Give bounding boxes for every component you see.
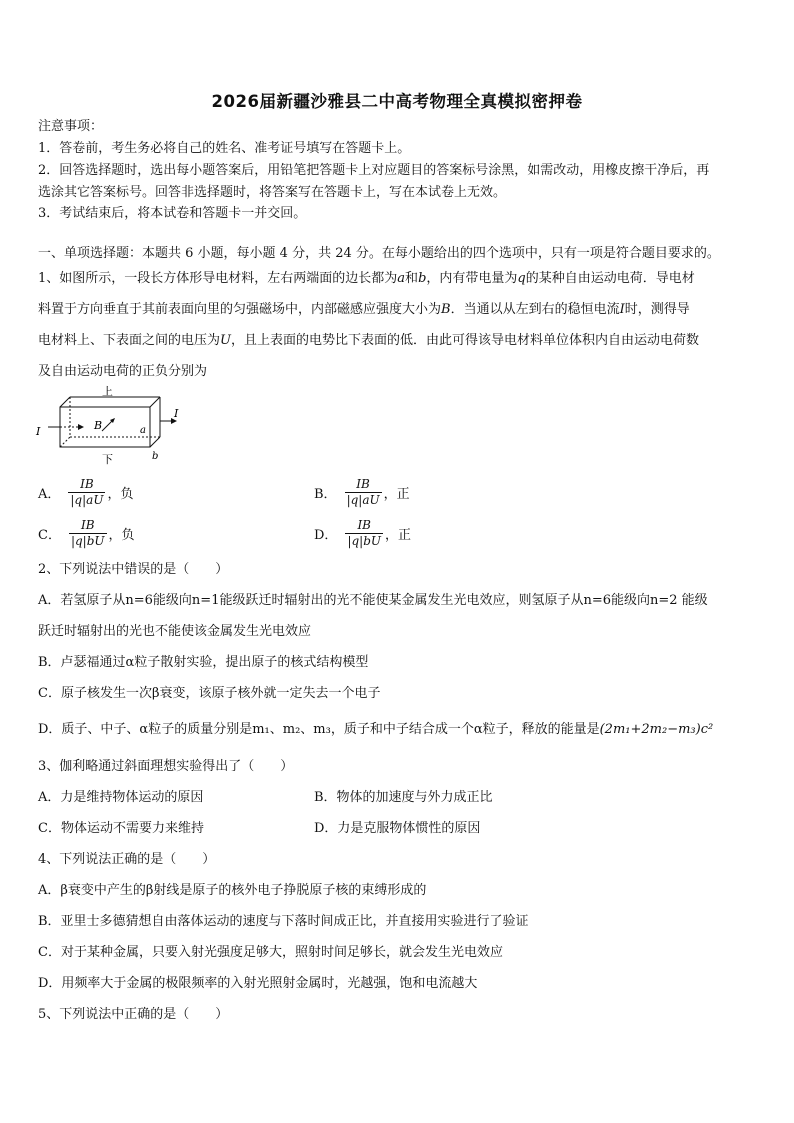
option-label: C． — [38, 527, 61, 543]
fig-label-left-current: I — [36, 425, 41, 438]
option-sign: ，正 — [383, 486, 410, 502]
option-label: B． — [314, 486, 337, 502]
note-item: 1．答卷前，考生务必将自己的姓名、准考证号填写在答题卡上。 — [38, 141, 411, 156]
q3-option-c[interactable]: C．物体运动不需要力来维持 — [38, 821, 204, 836]
q4-option-b[interactable]: B．亚里士多德猜想自由落体运动的速度与下落时间成正比，并直接用实验进行了验证 — [38, 914, 529, 929]
var-q: q — [517, 271, 526, 286]
option-sign: ，正 — [385, 527, 412, 543]
option-sign: ，负 — [108, 527, 135, 543]
q1-text: ．当通以从左到右的稳恒电流 — [450, 302, 620, 317]
fig-label-a: a — [140, 425, 146, 436]
fig-label-B: B — [94, 419, 103, 432]
option-label: A． — [38, 486, 61, 502]
q1-stem-line: 及自由运动电荷的正负分别为 — [38, 364, 208, 379]
q1-stem-line — [38, 301, 690, 319]
q1-option-a[interactable] — [38, 472, 133, 512]
q1-stem-line — [38, 270, 695, 288]
q1-stem-line — [38, 332, 699, 350]
binding-energy-formula: (2m₁+2m₂−m₃)c² — [599, 722, 714, 737]
q4-stem: 4、下列说法正确的是（ ） — [38, 852, 216, 867]
var-B: B — [441, 302, 451, 317]
notes-heading: 注意事项： — [38, 119, 104, 134]
option-label: D． — [314, 527, 338, 543]
var-a: a — [397, 271, 406, 286]
q1-text: 1、如图所示，一段长方体形导电材料，左右两端面的边长都为 — [38, 271, 398, 286]
q1-text: 和 — [405, 271, 419, 286]
q2-stem: 2、下列说法中错误的是（ ） — [38, 562, 229, 577]
q3-stem: 3、伽利略通过斜面理想实验得出了（ ） — [38, 759, 294, 774]
q1-option-b[interactable] — [314, 472, 410, 512]
option-fraction: $\frac{IB}{|q|aU}$ — [70, 476, 104, 507]
var-U: U — [220, 333, 231, 348]
q3-option-d[interactable]: D．力是克服物体惯性的原因 — [314, 821, 481, 836]
option-fraction: $\frac{IB}{|q|aU}$ — [346, 476, 380, 507]
q2-option-b[interactable]: B．卢瑟福通过α粒子散射实验，提出原子的核式结构模型 — [38, 655, 369, 670]
q1-option-d[interactable] — [314, 513, 411, 553]
q1-text: ，内有带电量为 — [426, 271, 518, 286]
q1-option-c[interactable] — [38, 513, 135, 553]
option-fraction: $\frac{IB}{|q|bU}$ — [347, 517, 381, 548]
q5-stem: 5、下列说法中正确的是（ ） — [38, 1007, 229, 1022]
q3-option-a[interactable]: A．力是维持物体运动的原因 — [38, 790, 204, 805]
q1-text: 电材料上、下表面之间的电压为 — [38, 333, 221, 348]
note-item: 选涂其它答案标号。回答非选择题时，将答案写在答题卡上，写在本试卷上无效。 — [38, 185, 507, 200]
q4-option-a[interactable]: A．β衰变中产生的β射线是原子的核外电子挣脱原子核的束缚形成的 — [38, 883, 427, 898]
q2-option-d[interactable] — [38, 721, 713, 739]
q1-text: 的某种自由运动电荷．导电材 — [525, 271, 695, 286]
var-I: I — [619, 302, 625, 317]
var-b: b — [418, 271, 427, 286]
q3-option-b[interactable]: B．物体的加速度与外力成正比 — [314, 790, 493, 805]
option-fraction: $\frac{IB}{|q|bU}$ — [70, 517, 105, 548]
option-sign: ，负 — [107, 486, 134, 502]
fig-label-right-current: I — [174, 407, 179, 420]
fig-label-bottom: 下 — [102, 453, 113, 466]
note-item: 2．回答选择题时，选出每小题答案后，用铅笔把答题卡上对应题目的答案标号涂黑，如需改动，用橡皮擦干净后，再 — [38, 163, 710, 178]
section-heading: 一、单项选择题：本题共 6 小题，每小题 4 分，共 24 分。在每小题给出的四个选项中，只有一项是符合题目要求的。 — [38, 246, 720, 261]
note-item: 3．考试结束后，将本试卷和答题卡一并交回。 — [38, 206, 307, 221]
q4-option-c[interactable]: C．对于某种金属，只要入射光强度足够大，照射时间足够长，就会发生光电效应 — [38, 945, 503, 960]
q2-option-a[interactable]: A．若氢原子从n=6能级向n=1能级跃迁时辐射出的光不能使某金属发生光电效应，则氢原子从n=6能级向n=2 能级 — [38, 593, 708, 608]
q2-option-d-text: D．质子、中子、α粒子的质量分别是m₁、m₂、m₃，质子和中子结合成一个α粒子，释放的能量是 — [38, 722, 600, 737]
q1-text: 料置于方向垂直于其前表面向里的匀强磁场中，内部磁感应强度大小为 — [38, 302, 442, 317]
fig-label-top: 上 — [102, 385, 113, 398]
q1-text: 时，测得导 — [624, 302, 690, 317]
q2-option-c[interactable]: C．原子核发生一次β衰变，该原子核外就一定失去一个电子 — [38, 686, 381, 701]
q2-option-a-cont: 跃迁时辐射出的光也不能使该金属发生光电效应 — [38, 624, 312, 639]
q4-option-d[interactable]: D．用频率大于金属的极限频率的入射光照射金属时，光越强，饱和电流越大 — [38, 976, 478, 991]
page-title: 2026届新疆沙雅县二中高考物理全真模拟密押卷 — [211, 92, 583, 111]
fig-label-b: b — [152, 451, 159, 462]
q1-text: ，且上表面的电势比下表面的低．由此可得该导电材料单位体积内自由运动电荷数 — [230, 333, 699, 348]
conductor-block-figure — [34, 385, 184, 475]
